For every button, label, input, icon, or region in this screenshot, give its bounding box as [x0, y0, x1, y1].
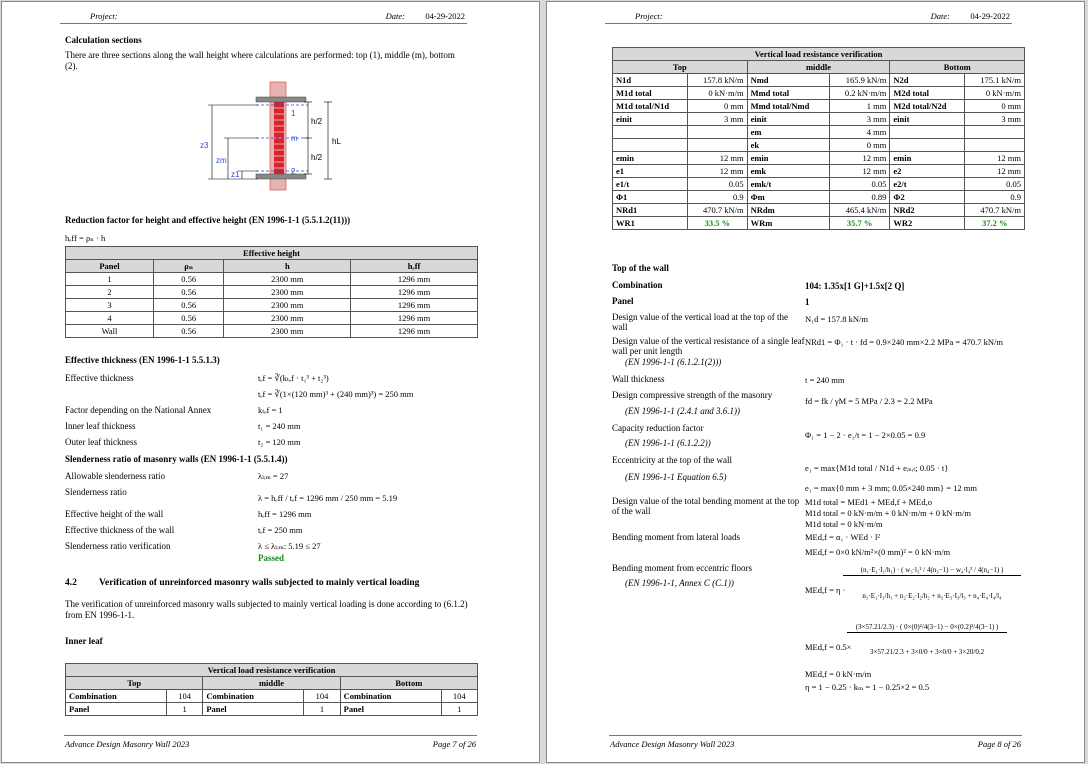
cell: emin [747, 152, 829, 165]
cell: M1d total [613, 87, 688, 100]
cell: 0.9 [688, 191, 747, 204]
cell: 33.5 % [688, 217, 747, 230]
section-title: Verification of unreinforced masonry walls subjected to mainly vertical loading [99, 578, 420, 588]
cell: 1 [441, 703, 477, 716]
section-label-top: 1 [291, 109, 296, 118]
page-footer [64, 735, 477, 750]
row-value: t₁ = 240 mm [258, 421, 301, 431]
cell: 3 [66, 299, 154, 312]
item-label: Bending moment from lateral loads [612, 532, 740, 542]
cell: 470.7 kN/m [688, 204, 747, 217]
panel-label: Panel [612, 296, 634, 306]
effective-height-table [65, 246, 478, 338]
cell: 2300 mm [224, 286, 351, 299]
cell: WRm [747, 217, 829, 230]
table-row [613, 178, 1025, 191]
cell: N2d [890, 74, 965, 87]
group-header: middle [203, 677, 340, 690]
cell: 2 [66, 286, 154, 299]
dim-h2-lower: h/2 [311, 153, 323, 162]
combination-label: Combination [612, 280, 663, 290]
cell: Mmd total [747, 87, 829, 100]
cell: 1 [304, 703, 340, 716]
eccentric-denominator-numeric: 3×57.21/2.3 + 3×0/0 + 3×0/0 + 3×20/0.2 [869, 648, 985, 656]
table-row [613, 139, 1025, 152]
eccentric-numerator-numeric: (3×57.21/2.3) · ( 0×(0)²/4(3−1) − 0×(0.2)²/4(3−1) ) [847, 623, 1007, 633]
item-value: e₁ = max{0 mm + 3 mm; 0.05×240 mm} = 12 mm [805, 483, 977, 493]
item-value: MEd,f = α₁ · WEd · l² [805, 532, 880, 542]
item-reference: (EN 1996-1-1, Annex C (C.1)) [625, 578, 734, 588]
item-value: MEd,f = 0×0 kN/m²×(0 mm)² = 0 kN·m/m [805, 547, 951, 557]
cell: Combination [203, 690, 304, 703]
cell: 37.2 % [965, 217, 1025, 230]
cell: Combination [340, 690, 441, 703]
cell: 1296 mm [351, 325, 478, 338]
cell: e2/t [890, 178, 965, 191]
cell: 104 [441, 690, 477, 703]
passed-status: Passed [258, 553, 285, 563]
table-row [613, 191, 1025, 204]
group-header: Bottom [340, 677, 477, 690]
cell: e2 [890, 165, 965, 178]
combination-value: 104: 1.35x[1 G]+1.5x[2 Q] [805, 281, 905, 291]
footer-app-name: Advance Design Masonry Wall 2023 [610, 739, 735, 749]
eccentric-lhs-numeric: MEd,f = 0.5× [805, 642, 852, 652]
cell: e1 [613, 165, 688, 178]
item-reference: (EN 1996-1-1 (6.1.2.1(2))) [625, 357, 722, 367]
cell: emin [890, 152, 965, 165]
calc-sections-text: There are three sections along the wall height where calculations are performed: top (1), middle (m), bottom (2). [65, 50, 455, 71]
cell [613, 139, 688, 152]
effective-thickness-list [65, 373, 485, 453]
item-label: Design value of the vertical resistance of a single leaf wall per unit length [612, 336, 805, 356]
eccentric-numerator: (n₁·E₁·I₁/h₁) · ( w₃·l₃² / 4(n₃−1) − w₄·l₄² / 4(n₄−1) ) [843, 566, 1021, 576]
section-text: The verification of unreinforced masonry walls subjected to mainly vertical loading is done according to (6.1.2) from EN 1996-1-1. [65, 599, 468, 620]
cell: 0.56 [153, 286, 223, 299]
table-title: Vertical load resistance verification [613, 48, 1025, 61]
table-row [66, 325, 478, 338]
cell: 157.8 kN/m [688, 74, 747, 87]
date-label: Date: [385, 11, 405, 21]
section-label-middle: m [291, 134, 298, 143]
group-header: middle [747, 61, 890, 74]
cell: einit [613, 113, 688, 126]
row-label: Effective thickness of the wall [65, 525, 175, 535]
cell: 4 [66, 312, 154, 325]
cell: 12 mm [829, 165, 890, 178]
row-value: t₂ = 120 mm [258, 437, 301, 447]
cell: emk [747, 165, 829, 178]
cell: 1296 mm [351, 286, 478, 299]
cell: 3 mm [688, 113, 747, 126]
cell: 0.89 [829, 191, 890, 204]
item-reference: (EN 1996-1-1 Equation 6.5) [625, 472, 727, 482]
cell: 1296 mm [351, 273, 478, 286]
item-label: Eccentricity at the top of the wall [612, 455, 732, 465]
item-value: e₁ = max{M1d total / N1d + eᵢₙᵢₜ; 0.05 · t} [805, 463, 949, 473]
item-value: t = 240 mm [805, 375, 845, 385]
footer-page-number: Page 7 of 26 [432, 739, 476, 749]
group-header: Top [613, 61, 748, 74]
table-row [613, 152, 1025, 165]
cell: ek [747, 139, 829, 152]
cell: Φ1 [613, 191, 688, 204]
table-title: Vertical load resistance verification [66, 664, 478, 677]
cell: 0.56 [153, 312, 223, 325]
row-label: Slenderness ratio verification [65, 541, 171, 551]
cell: 104 [166, 690, 202, 703]
table-row [66, 299, 478, 312]
eccentric-result: MEd,f = 0 kN·m/m [805, 669, 872, 679]
cell [688, 126, 747, 139]
row-label: Allowable slenderness ratio [65, 471, 165, 481]
cell: 3 mm [829, 113, 890, 126]
cell: Panel [203, 703, 304, 716]
footer-app-name: Advance Design Masonry Wall 2023 [65, 739, 190, 749]
cell: M1d total/N1d [613, 100, 688, 113]
item-value: fd = fk / γM = 5 MPa / 2.3 = 2.2 MPa [805, 396, 933, 406]
dim-h2-upper: h/2 [311, 117, 323, 126]
col-header: ρₙ [153, 260, 223, 273]
row-label: Effective thickness [65, 373, 134, 383]
table-row [613, 87, 1025, 100]
cell: 0 kN·m/m [688, 87, 747, 100]
item-label: Design value of the total bending moment at the top of the wall [612, 496, 800, 516]
section-label-bottom: 2 [291, 167, 296, 176]
cell: Φm [747, 191, 829, 204]
cell: 1 [166, 703, 202, 716]
cell: WR1 [613, 217, 688, 230]
reduction-factor-title: Reduction factor for height and effective height (EN 1996-1-1 (5.5.1.2(11))) [65, 215, 351, 225]
cell: 2300 mm [224, 299, 351, 312]
row-value: tₑf = ∛(kₜₑf · t₁³ + t₂³) [258, 373, 329, 383]
cell: 0.05 [829, 178, 890, 191]
page-header [60, 10, 467, 24]
cell: NRd1 [613, 204, 688, 217]
item-value: M1d total = 0 kN·m/m + 0 kN·m/m + 0 kN·m/m [805, 508, 971, 518]
cell: e1/t [613, 178, 688, 191]
cell: 0.05 [965, 178, 1025, 191]
table-row [613, 204, 1025, 217]
heff-formula: hₑff = ρₙ · h [65, 233, 106, 243]
slenderness-list [65, 471, 485, 565]
top-of-wall-title: Top of the wall [612, 263, 669, 273]
date-value: 04-29-2022 [970, 11, 1010, 21]
vlr-table-left [65, 663, 478, 716]
item-reference: (EN 1996-1-1 (2.4.1 and 3.6.1)) [625, 406, 740, 416]
item-value: Φ₁ = 1 − 2 · e₁/t = 1 − 2×0.05 = 0.9 [805, 430, 926, 440]
cell: 465.4 kN/m [829, 204, 890, 217]
item-label: Wall thickness [612, 374, 665, 384]
cell: NRdm [747, 204, 829, 217]
cell: 12 mm [965, 165, 1025, 178]
item-label: Design value of the vertical load at the top of the wall [612, 312, 788, 332]
cell: 35.7 % [829, 217, 890, 230]
cell: emk/t [747, 178, 829, 191]
cell: N1d [613, 74, 688, 87]
cell: 1296 mm [351, 299, 478, 312]
footer-page-number: Page 8 of 26 [977, 739, 1021, 749]
cell: Φ2 [890, 191, 965, 204]
row-value: tₑf = ∛(1×(120 mm)³ + (240 mm)³) = 250 mm [258, 389, 414, 399]
cell: 2300 mm [224, 273, 351, 286]
vlr-table-right [612, 47, 1025, 230]
row-label: Factor depending on the National Annex [65, 405, 212, 415]
cell: 12 mm [688, 165, 747, 178]
item-reference: (EN 1996-1-1 (6.1.2.2)) [625, 438, 711, 448]
cell: Mmd total/Nmd [747, 100, 829, 113]
cell: NRd2 [890, 204, 965, 217]
cell: 1 [66, 273, 154, 286]
table-row [613, 100, 1025, 113]
cell: Panel [340, 703, 441, 716]
row-value: hₑff = 1296 mm [258, 509, 312, 519]
cell: 0.05 [688, 178, 747, 191]
table-title: Effective height [66, 247, 478, 260]
cell: 0 kN·m/m [965, 87, 1025, 100]
table-row [66, 703, 478, 716]
table-row [613, 74, 1025, 87]
row-value: λₗᵢₘ = 27 [258, 471, 289, 481]
row-label: Effective height of the wall [65, 509, 164, 519]
cell: 0.56 [153, 299, 223, 312]
cell: einit [890, 113, 965, 126]
cell: em [747, 126, 829, 139]
cell: 12 mm [965, 152, 1025, 165]
page-footer [609, 735, 1022, 750]
cell: 0 mm [688, 100, 747, 113]
cell: 2300 mm [224, 325, 351, 338]
cell: 175.1 kN/m [965, 74, 1025, 87]
date-value: 04-29-2022 [425, 11, 465, 21]
cell: Combination [66, 690, 167, 703]
cell: Panel [66, 703, 167, 716]
cell [613, 126, 688, 139]
item-label: Capacity reduction factor [612, 423, 704, 433]
cell: 0.56 [153, 325, 223, 338]
item-value: M1d total = 0 kN·m/m [805, 519, 883, 529]
cell: 2300 mm [224, 312, 351, 325]
item-value: M1d total = MEd1 + MEd,f + MEd,o [805, 497, 933, 507]
cell: 4 mm [829, 126, 890, 139]
cell: 104 [304, 690, 340, 703]
group-header: Bottom [890, 61, 1025, 74]
dim-z3: z3 [200, 141, 209, 150]
cell: 12 mm [688, 152, 747, 165]
cell: M2d total/N2d [890, 100, 965, 113]
item-value: N₁d = 157.8 kN/m [805, 314, 869, 324]
cell: 12 mm [829, 152, 890, 165]
row-label: Slenderness ratio [65, 487, 127, 497]
top-slab [256, 97, 306, 102]
dim-hl: hL [332, 137, 341, 146]
project-label: Project: [90, 11, 118, 21]
row-label: Inner leaf thickness [65, 421, 136, 431]
item-label: Bending moment from eccentric floors [612, 563, 752, 573]
cell [965, 139, 1025, 152]
cell: emin [613, 152, 688, 165]
group-header: Top [66, 677, 203, 690]
cell: M2d total [890, 87, 965, 100]
cell: 0.2 kN·m/m [829, 87, 890, 100]
cell: einit [747, 113, 829, 126]
date-label: Date: [930, 11, 950, 21]
cell: 0.56 [153, 273, 223, 286]
eccentric-lhs: MEd,f = η · [805, 585, 846, 595]
cell [890, 126, 965, 139]
item-value: NRd1 = Φ₁ · t · fd = 0.9×240 mm×2.2 MPa = 470.7 kN/m [805, 337, 1003, 347]
table-row [613, 113, 1025, 126]
cell: 0 mm [829, 139, 890, 152]
eccentric-denominator: n₁·E₁·I₁/h₁ + n₂·E₂·I₂/h₂ + n₃·E₃·I₃/l₃ + n₄·E₄·I₄/l₄ [862, 592, 1002, 600]
cell: Nmd [747, 74, 829, 87]
bottom-slab [256, 174, 306, 179]
dim-zm: zm [216, 156, 227, 165]
panel-value: 1 [805, 297, 810, 307]
eta-formula: η = 1 − 0.25 · kₘ = 1 − 0.25×2 = 0.5 [805, 682, 930, 692]
row-label: Outer leaf thickness [65, 437, 137, 447]
table-row [613, 126, 1025, 139]
table-row [613, 217, 1025, 230]
section-number: 4.2 [65, 578, 77, 588]
cell: 470.7 kN/m [965, 204, 1025, 217]
table-row [66, 690, 478, 703]
item-label: Design compressive strength of the masonry [612, 390, 773, 400]
cell: WR2 [890, 217, 965, 230]
col-header: Panel [66, 260, 154, 273]
col-header: h [224, 260, 351, 273]
cell: 1 mm [829, 100, 890, 113]
col-header: hₑff [351, 260, 478, 273]
cell [890, 139, 965, 152]
cell: 3 mm [965, 113, 1025, 126]
table-row [66, 312, 478, 325]
cell: 1296 mm [351, 312, 478, 325]
cell: Wall [66, 325, 154, 338]
row-value: λ = hₑff / tₑf = 1296 mm / 250 mm = 5.19 [258, 493, 398, 503]
cell: 0.9 [965, 191, 1025, 204]
effective-thickness-title: Effective thickness (EN 1996-1-1 5.5.1.3) [65, 355, 220, 365]
cell [688, 139, 747, 152]
cell: 165.9 kN/m [829, 74, 890, 87]
slenderness-title: Slenderness ratio of masonry walls (EN 1996-1-1 (5.5.1.4)) [65, 454, 288, 464]
table-row [66, 286, 478, 299]
wall-sections-diagram [198, 78, 368, 194]
page-left [1, 1, 540, 763]
row-value: kₜₑf = 1 [258, 405, 283, 415]
row-value: tₑf = 250 mm [258, 525, 303, 535]
table-row [613, 165, 1025, 178]
dim-z1: z1 [231, 170, 240, 179]
table-row [66, 273, 478, 286]
inner-leaf-title: Inner leaf [65, 636, 103, 646]
calc-sections-title: Calculation sections [65, 35, 142, 45]
page-header [605, 10, 1012, 24]
project-label: Project: [635, 11, 663, 21]
page-right [546, 1, 1085, 763]
row-value: λ ≤ λₗᵢₘ: 5.19 ≤ 27 [258, 541, 321, 551]
cell: 0 mm [965, 100, 1025, 113]
cell [965, 126, 1025, 139]
